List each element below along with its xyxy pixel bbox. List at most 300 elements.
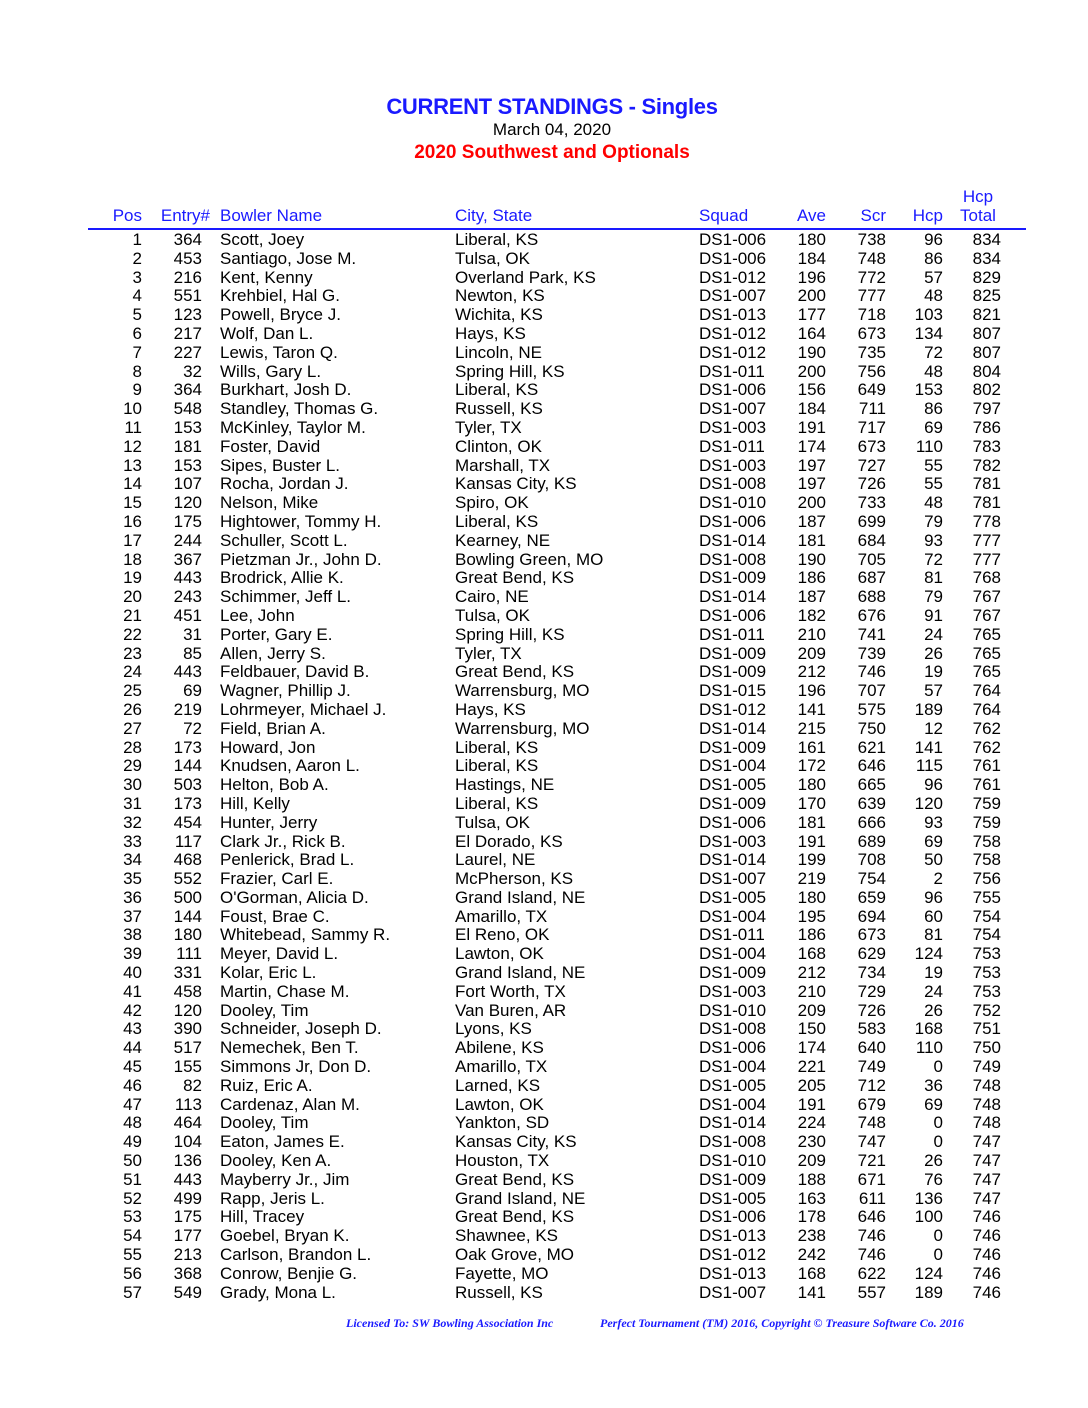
cell-hcp: 110: [915, 436, 943, 456]
cell-hcp-total: 752: [972, 1000, 1001, 1020]
cell-squad: DS1-009: [699, 568, 767, 588]
cell-pos: 21: [123, 605, 142, 625]
cell-squad: DS1-006: [699, 1038, 767, 1058]
table-row: [0, 1190, 1088, 1209]
cell-hcp-total: 746: [972, 1263, 1001, 1283]
table-row: [0, 1284, 1088, 1303]
cell-bowler-name: Krehbiel, Hal G.: [220, 286, 340, 306]
cell-pos: 10: [123, 399, 142, 419]
cell-scr: 727: [857, 455, 886, 475]
cell-city-state: Grand Island, NE: [455, 887, 586, 907]
cell-scr: 746: [857, 1245, 886, 1265]
cell-hcp-total: 834: [972, 248, 1001, 268]
cell-bowler-name: Conrow, Benjie G.: [220, 1263, 358, 1283]
cell-hcp: 93: [924, 812, 943, 832]
cell-hcp: 55: [924, 455, 943, 475]
cell-scr: 646: [857, 756, 886, 776]
cell-entry: 136: [173, 1151, 202, 1171]
table-row: [0, 1265, 1088, 1284]
cell-squad: DS1-009: [699, 1169, 767, 1189]
cell-scr: 646: [857, 1207, 886, 1227]
table-row: [0, 720, 1088, 739]
cell-pos: 33: [123, 831, 142, 851]
cell-hcp-total: 746: [972, 1226, 1001, 1246]
table-row: [0, 626, 1088, 645]
cell-bowler-name: Rapp, Jeris L.: [220, 1188, 325, 1208]
cell-bowler-name: Nemechek, Ben T.: [220, 1038, 359, 1058]
cell-hcp-total: 759: [972, 793, 1001, 813]
cell-bowler-name: Howard, Jon: [220, 737, 316, 757]
cell-squad: DS1-012: [699, 699, 767, 719]
cell-ave: 209: [797, 1151, 826, 1171]
cell-pos: 27: [123, 718, 142, 738]
cell-pos: 24: [123, 662, 142, 682]
cell-scr: 639: [857, 793, 886, 813]
cell-entry: 31: [183, 624, 202, 644]
cell-hcp-total: 747: [972, 1188, 1001, 1208]
cell-bowler-name: Rocha, Jordan J.: [220, 474, 349, 494]
table-row: [0, 532, 1088, 551]
cell-city-state: Van Buren, AR: [455, 1000, 567, 1020]
cell-scr: 772: [857, 267, 886, 287]
cell-scr: 708: [857, 850, 886, 870]
cell-ave: 195: [797, 906, 826, 926]
cell-scr: 754: [857, 869, 886, 889]
cell-squad: DS1-005: [699, 1075, 767, 1095]
cell-bowler-name: Wagner, Phillip J.: [220, 681, 351, 701]
cell-hcp: 141: [914, 737, 943, 757]
cell-bowler-name: Helton, Bob A.: [220, 775, 329, 795]
cell-ave: 219: [797, 869, 826, 889]
cell-hcp-total: 754: [972, 925, 1001, 945]
cell-entry: 144: [173, 756, 202, 776]
cell-bowler-name: Clark Jr., Rick B.: [220, 831, 346, 851]
table-row: [0, 1096, 1088, 1115]
col-header-scr: Scr: [860, 206, 886, 225]
cell-scr: 726: [857, 474, 886, 494]
cell-entry: 177: [173, 1226, 202, 1246]
col-header-pos: Pos: [112, 206, 142, 225]
cell-pos: 45: [123, 1057, 142, 1077]
cell-squad: DS1-014: [699, 718, 767, 738]
cell-hcp: 19: [924, 963, 943, 983]
cell-ave: 172: [797, 756, 826, 776]
cell-squad: DS1-007: [699, 286, 767, 306]
table-row: [0, 494, 1088, 513]
cell-hcp: 134: [914, 323, 943, 343]
cell-scr: 671: [857, 1169, 886, 1189]
cell-bowler-name: Lewis, Taron Q.: [220, 342, 338, 362]
cell-pos: 48: [123, 1113, 142, 1133]
cell-entry: 153: [173, 417, 202, 437]
cell-entry: 500: [173, 887, 202, 907]
cell-city-state: Shawnee, KS: [455, 1226, 559, 1246]
table-row: [0, 419, 1088, 438]
cell-ave: 174: [797, 1038, 826, 1058]
cell-entry: 72: [183, 718, 202, 738]
cell-ave: 181: [797, 530, 826, 550]
cell-pos: 47: [123, 1094, 142, 1114]
cell-city-state: El Reno, OK: [455, 925, 550, 945]
cell-hcp-total: 746: [972, 1282, 1001, 1302]
cell-squad: DS1-011: [699, 925, 765, 945]
cell-scr: 611: [858, 1188, 886, 1208]
cell-city-state: Great Bend, KS: [455, 662, 575, 682]
cell-hcp-total: 777: [972, 530, 1001, 550]
cell-hcp: 26: [924, 643, 943, 663]
table-row: [0, 306, 1088, 325]
cell-hcp-total: 753: [972, 944, 1001, 964]
cell-city-state: Amarillo, TX: [455, 1057, 548, 1077]
cell-hcp: 91: [924, 605, 943, 625]
cell-hcp-total: 777: [972, 549, 1001, 569]
table-row: [0, 400, 1088, 419]
cell-city-state: Abilene, KS: [455, 1038, 544, 1058]
cell-ave: 164: [797, 323, 826, 343]
cell-ave: 141: [797, 1282, 826, 1302]
cell-bowler-name: Grady, Mona L.: [220, 1282, 336, 1302]
cell-entry: 144: [173, 906, 202, 926]
cell-pos: 57: [123, 1282, 142, 1302]
cell-hcp: 168: [914, 1019, 943, 1039]
cell-squad: DS1-010: [699, 493, 767, 513]
cell-hcp-total: 750: [972, 1038, 1001, 1058]
cell-squad: DS1-009: [699, 737, 767, 757]
cell-scr: 749: [857, 1057, 886, 1077]
table-row: [0, 1002, 1088, 1021]
cell-hcp: 189: [914, 699, 943, 719]
cell-pos: 19: [123, 568, 142, 588]
cell-bowler-name: Powell, Bryce J.: [220, 305, 341, 325]
cell-city-state: Russell, KS: [455, 1282, 543, 1302]
table-row: [0, 607, 1088, 626]
cell-pos: 34: [123, 850, 142, 870]
cell-bowler-name: Mayberry Jr., Jim: [220, 1169, 350, 1189]
cell-squad: DS1-014: [699, 850, 767, 870]
cell-scr: 687: [857, 568, 886, 588]
cell-hcp-total: 748: [972, 1113, 1001, 1133]
cell-pos: 37: [123, 906, 142, 926]
cell-pos: 52: [123, 1188, 142, 1208]
cell-squad: DS1-006: [699, 380, 767, 400]
cell-pos: 50: [123, 1151, 142, 1171]
cell-entry: 243: [173, 587, 202, 607]
cell-bowler-name: Santiago, Jose M.: [220, 248, 357, 268]
cell-city-state: Great Bend, KS: [455, 1207, 575, 1227]
cell-bowler-name: Foster, David: [220, 436, 321, 456]
cell-squad: DS1-013: [699, 305, 767, 325]
cell-entry: 551: [173, 286, 202, 306]
cell-squad: DS1-012: [699, 323, 767, 343]
cell-city-state: Spring Hill, KS: [455, 361, 565, 381]
cell-city-state: Russell, KS: [455, 399, 543, 419]
cell-hcp: 86: [924, 248, 943, 268]
cell-hcp: 110: [915, 1038, 943, 1058]
cell-bowler-name: Hill, Kelly: [220, 793, 290, 813]
cell-ave: 221: [797, 1057, 826, 1077]
cell-squad: DS1-004: [699, 944, 767, 964]
cell-squad: DS1-007: [699, 399, 767, 419]
cell-hcp: 96: [924, 230, 943, 249]
table-row: [0, 889, 1088, 908]
cell-squad: DS1-013: [699, 1226, 767, 1246]
cell-ave: 184: [797, 248, 826, 268]
cell-squad: DS1-007: [699, 1282, 767, 1302]
cell-ave: 209: [797, 1000, 826, 1020]
cell-entry: 517: [173, 1038, 202, 1058]
cell-pos: 56: [123, 1263, 142, 1283]
cell-hcp-total: 764: [972, 681, 1001, 701]
cell-pos: 30: [123, 775, 142, 795]
cell-hcp: 48: [924, 286, 943, 306]
cell-entry: 364: [173, 380, 202, 400]
cell-city-state: Liberal, KS: [455, 230, 539, 249]
cell-pos: 9: [132, 380, 142, 400]
cell-scr: 705: [857, 549, 886, 569]
cell-bowler-name: Foust, Brae C.: [220, 906, 330, 926]
cell-bowler-name: Hill, Tracey: [220, 1207, 305, 1227]
cell-hcp: 57: [924, 267, 943, 287]
cell-hcp-total: 781: [972, 474, 1001, 494]
cell-scr: 739: [857, 643, 886, 663]
table-row: [0, 269, 1088, 288]
cell-squad: DS1-011: [699, 361, 765, 381]
cell-hcp-total: 782: [972, 455, 1001, 475]
table-row: [0, 870, 1088, 889]
cell-scr: 721: [857, 1151, 886, 1171]
cell-squad: DS1-004: [699, 906, 767, 926]
cell-pos: 16: [123, 511, 142, 531]
col-header-ave: Ave: [797, 206, 826, 225]
cell-scr: 729: [857, 981, 886, 1001]
cell-bowler-name: Carlson, Brandon L.: [220, 1245, 372, 1265]
cell-squad: DS1-007: [699, 869, 767, 889]
cell-bowler-name: Field, Brian A.: [220, 718, 326, 738]
cell-entry: 468: [173, 850, 202, 870]
table-row: [0, 1246, 1088, 1265]
cell-city-state: Wichita, KS: [455, 305, 543, 325]
cell-hcp: 0: [933, 1226, 943, 1246]
cell-ave: 196: [797, 681, 826, 701]
table-row: [0, 513, 1088, 532]
cell-ave: 210: [797, 981, 826, 1001]
cell-entry: 368: [173, 1263, 202, 1283]
cell-squad: DS1-011: [699, 436, 765, 456]
cell-entry: 464: [173, 1113, 202, 1133]
cell-squad: DS1-009: [699, 643, 767, 663]
cell-ave: 163: [797, 1188, 826, 1208]
cell-hcp: 124: [914, 1263, 943, 1283]
cell-ave: 187: [797, 587, 826, 607]
cell-ave: 168: [797, 1263, 826, 1283]
cell-city-state: Great Bend, KS: [455, 1169, 575, 1189]
cell-bowler-name: Burkhart, Josh D.: [220, 380, 352, 400]
cell-bowler-name: Kent, Kenny: [220, 267, 313, 287]
cell-ave: 187: [797, 511, 826, 531]
cell-squad: DS1-003: [699, 981, 767, 1001]
cell-entry: 173: [173, 737, 202, 757]
cell-hcp: 0: [933, 1057, 943, 1077]
cell-hcp-total: 747: [972, 1132, 1001, 1152]
cell-scr: 673: [857, 323, 886, 343]
cell-bowler-name: Schneider, Joseph D.: [220, 1019, 382, 1039]
cell-squad: DS1-008: [699, 1132, 767, 1152]
cell-pos: 53: [123, 1207, 142, 1227]
table-row: [0, 908, 1088, 927]
cell-ave: 242: [797, 1245, 826, 1265]
cell-city-state: Liberal, KS: [455, 756, 539, 776]
cell-ave: 180: [797, 887, 826, 907]
cell-ave: 182: [797, 605, 826, 625]
cell-hcp-total: 834: [972, 230, 1001, 249]
cell-entry: 549: [173, 1282, 202, 1302]
cell-city-state: Lincoln, NE: [455, 342, 542, 362]
cell-hcp-total: 761: [972, 756, 1001, 776]
table-row: [0, 814, 1088, 833]
cell-ave: 212: [797, 963, 826, 983]
cell-hcp-total: 764: [972, 699, 1001, 719]
cell-scr: 640: [857, 1038, 886, 1058]
cell-scr: 777: [857, 286, 886, 306]
cell-squad: DS1-006: [699, 230, 767, 249]
cell-pos: 6: [132, 323, 142, 343]
cell-squad: DS1-008: [699, 474, 767, 494]
table-row: [0, 1227, 1088, 1246]
cell-entry: 443: [173, 1169, 202, 1189]
cell-scr: 583: [857, 1019, 886, 1039]
cell-hcp: 103: [914, 305, 943, 325]
cell-city-state: Clinton, OK: [455, 436, 542, 456]
cell-bowler-name: O'Gorman, Alicia D.: [220, 887, 369, 907]
cell-city-state: Lawton, OK: [455, 944, 544, 964]
cell-ave: 210: [797, 624, 826, 644]
cell-scr: 748: [857, 1113, 886, 1133]
cell-entry: 173: [173, 793, 202, 813]
cell-ave: 180: [797, 775, 826, 795]
cell-squad: DS1-014: [699, 587, 767, 607]
cell-city-state: Newton, KS: [455, 286, 545, 306]
cell-scr: 712: [857, 1075, 886, 1095]
cell-city-state: Tyler, TX: [455, 643, 522, 663]
cell-scr: 622: [857, 1263, 886, 1283]
cell-squad: DS1-008: [699, 1019, 767, 1039]
cell-pos: 55: [123, 1245, 142, 1265]
cell-pos: 14: [123, 474, 142, 494]
cell-ave: 197: [797, 474, 826, 494]
cell-bowler-name: Dooley, Tim: [220, 1113, 309, 1133]
cell-hcp-total: 797: [972, 399, 1001, 419]
cell-hcp-total: 807: [972, 323, 1001, 343]
cell-scr: 665: [857, 775, 886, 795]
cell-ave: 191: [797, 417, 826, 437]
cell-pos: 11: [124, 417, 142, 437]
cell-pos: 31: [123, 793, 142, 813]
cell-squad: DS1-012: [699, 267, 767, 287]
cell-bowler-name: Hightower, Tommy H.: [220, 511, 382, 531]
cell-squad: DS1-004: [699, 1094, 767, 1114]
cell-scr: 741: [857, 624, 886, 644]
cell-hcp-total: 768: [972, 568, 1001, 588]
table-row: [0, 983, 1088, 1002]
cell-pos: 7: [132, 342, 142, 362]
col-header-entry: Entry#: [160, 206, 210, 225]
table-row: [0, 438, 1088, 457]
event-name: 2020 Southwest and Optionals: [414, 142, 690, 163]
license-text: Licensed To: SW Bowling Association Inc: [346, 1316, 554, 1330]
cell-scr: 621: [857, 737, 886, 757]
cell-hcp-total: 746: [972, 1245, 1001, 1265]
col-header-hcp: Hcp: [912, 206, 943, 225]
cell-city-state: Amarillo, TX: [455, 906, 548, 926]
table-row: [0, 645, 1088, 664]
cell-entry: 153: [173, 455, 202, 475]
cell-hcp-total: 758: [972, 831, 1001, 851]
cell-pos: 44: [123, 1038, 142, 1058]
cell-scr: 717: [857, 417, 886, 437]
cell-city-state: Liberal, KS: [455, 793, 539, 813]
cell-ave: 197: [797, 455, 826, 475]
cell-pos: 26: [123, 699, 142, 719]
cell-pos: 12: [123, 436, 142, 456]
cell-bowler-name: Hunter, Jerry: [220, 812, 318, 832]
cell-hcp: 96: [924, 775, 943, 795]
cell-entry: 216: [173, 267, 202, 287]
cell-pos: 15: [123, 493, 142, 513]
cell-hcp: 26: [924, 1151, 943, 1171]
cell-hcp: 96: [924, 887, 943, 907]
cell-city-state: Cairo, NE: [455, 587, 529, 607]
cell-ave: 150: [797, 1019, 826, 1039]
table-row: [0, 588, 1088, 607]
cell-scr: 676: [857, 605, 886, 625]
table-row: [0, 776, 1088, 795]
cell-bowler-name: Penlerick, Brad L.: [220, 850, 355, 870]
cell-bowler-name: Frazier, Carl E.: [220, 869, 334, 889]
cell-squad: DS1-009: [699, 793, 767, 813]
table-row: [0, 739, 1088, 758]
cell-ave: 191: [797, 831, 826, 851]
cell-bowler-name: Dooley, Ken A.: [220, 1151, 332, 1171]
cell-bowler-name: Martin, Chase M.: [220, 981, 350, 1001]
table-row: [0, 1171, 1088, 1190]
cell-hcp: 48: [924, 361, 943, 381]
cell-hcp-total: 747: [972, 1151, 1001, 1171]
table-row: [0, 381, 1088, 400]
table-row: [0, 1208, 1088, 1227]
cell-bowler-name: Wolf, Dan L.: [220, 323, 314, 343]
table-row: [0, 1114, 1088, 1133]
cell-ave: 230: [797, 1132, 826, 1152]
cell-entry: 548: [173, 399, 202, 419]
table-row: [0, 1039, 1088, 1058]
cell-scr: 711: [858, 399, 886, 419]
cell-pos: 40: [123, 963, 142, 983]
cell-pos: 35: [123, 869, 142, 889]
cell-scr: 629: [857, 944, 886, 964]
table-row: [0, 475, 1088, 494]
cell-ave: 177: [797, 305, 826, 325]
cell-bowler-name: McKinley, Taylor M.: [220, 417, 366, 437]
table-row: [0, 926, 1088, 945]
cell-hcp-total: 765: [972, 643, 1001, 663]
table-row: [0, 287, 1088, 306]
cell-city-state: Yankton, SD: [455, 1113, 550, 1133]
cell-ave: 180: [797, 230, 826, 249]
cell-entry: 85: [183, 643, 202, 663]
col-header-hcp-total-line1: Hcp: [962, 187, 994, 206]
table-row: [0, 1020, 1088, 1039]
cell-hcp: 60: [924, 906, 943, 926]
